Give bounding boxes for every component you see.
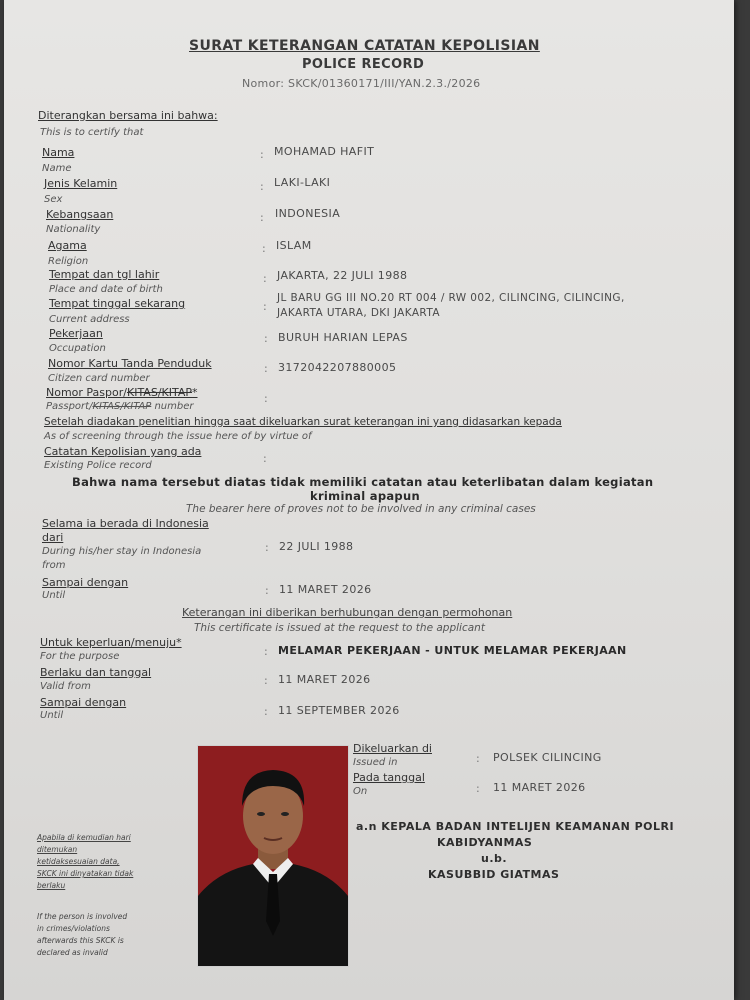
birth-label-en: Place and date of birth bbox=[49, 284, 163, 295]
document-number: Nomor: SKCK/01360171/III/YAN.2.3./2026 bbox=[242, 77, 481, 90]
existing-record-label-en: Existing Police record bbox=[44, 460, 152, 471]
issued-on-label: Pada tanggal bbox=[353, 771, 425, 784]
note-line-en: declared as invalid bbox=[37, 948, 108, 957]
purpose-value: MELAMAR PEKERJAAN - UNTUK MELAMAR PEKERJAAN bbox=[278, 644, 627, 657]
note-line: SKCK ini dinyatakan tidak bbox=[37, 869, 134, 878]
valid-until-label: Sampai dengan bbox=[40, 696, 127, 709]
sex-label: Jenis Kelamin bbox=[44, 177, 118, 190]
nationality-label: Kebangsaan bbox=[46, 208, 114, 221]
colon: : bbox=[264, 645, 268, 658]
stay-label-en: During his/her stay in Indonesia bbox=[42, 546, 202, 557]
nationality-label-en: Nationality bbox=[46, 224, 101, 235]
screening-label-en: As of screening through the issue here of by virtue of bbox=[44, 431, 312, 442]
colon: : bbox=[260, 180, 264, 193]
nik-value: 3172042207880005 bbox=[278, 361, 397, 374]
stay-from-value: 22 JULI 1988 bbox=[279, 540, 354, 553]
passport-label-en: Passport/KITAS/KITAP number bbox=[46, 401, 194, 412]
colon: : bbox=[263, 272, 267, 285]
applicant-portrait-image bbox=[198, 746, 348, 966]
signature-line4: KASUBBID GIATMAS bbox=[428, 868, 560, 881]
nik-label: Nomor Kartu Tanda Penduduk bbox=[48, 357, 212, 370]
stay-until-label-en: Until bbox=[42, 590, 66, 601]
signature-line3: u.b. bbox=[481, 852, 508, 865]
address-label-en: Current address bbox=[49, 314, 130, 325]
signature-line2: KABIDYANMAS bbox=[437, 836, 533, 849]
name-label-en: Name bbox=[42, 163, 72, 174]
note-line: berlaku bbox=[37, 881, 66, 890]
address-label: Tempat tinggal sekarang bbox=[49, 297, 186, 310]
note-line-en: If the person is involved bbox=[37, 912, 128, 921]
occupation-value: BURUH HARIAN LEPAS bbox=[278, 331, 408, 344]
valid-until-value: 11 SEPTEMBER 2026 bbox=[278, 704, 400, 717]
colon: : bbox=[264, 362, 268, 375]
note-line: ketidaksesuaian data, bbox=[37, 857, 120, 866]
issued-in-value: POLSEK CILINCING bbox=[493, 751, 602, 764]
sex-label-en: Sex bbox=[44, 194, 63, 205]
statement-en: The bearer here of proves not to be involved in any criminal cases bbox=[186, 503, 536, 515]
statement-line1: Bahwa nama tersebut diatas tidak memiliki catatan atau keterlibatan dalam kegiatan bbox=[72, 475, 654, 489]
sex-value: LAKI-LAKI bbox=[274, 176, 331, 189]
nationality-value: INDONESIA bbox=[275, 207, 341, 220]
purpose-label-en: For the purpose bbox=[40, 651, 120, 662]
nik-label-en: Citizen card number bbox=[48, 373, 150, 384]
name-value: MOHAMAD HAFIT bbox=[274, 145, 375, 158]
issued-on-value: 11 MARET 2026 bbox=[493, 781, 586, 794]
note-line: Apabila di kemudian hari bbox=[37, 833, 131, 842]
valid-from-label-en: Valid from bbox=[40, 681, 91, 692]
issued-in-label-en: Issued in bbox=[353, 757, 398, 768]
purpose-label: Untuk keperluan/menuju* bbox=[40, 636, 182, 649]
document-title: SURAT KETERANGAN CATATAN KEPOLISIAN bbox=[189, 38, 540, 54]
statement-line2: kriminal apapun bbox=[310, 489, 420, 503]
address-value-line2: JAKARTA UTARA, DKI JAKARTA bbox=[277, 307, 440, 319]
colon: : bbox=[264, 674, 268, 687]
screening-label: Setelah diadakan penelitian hingga saat dikeluarkan surat keterangan ini yang didasarkan kepada bbox=[44, 416, 562, 428]
birth-label: Tempat dan tgl lahir bbox=[49, 268, 160, 281]
colon: : bbox=[263, 300, 267, 313]
religion-value: ISLAM bbox=[276, 239, 312, 252]
colon: : bbox=[260, 211, 264, 224]
applicant-photo bbox=[197, 745, 349, 967]
stay-until-value: 11 MARET 2026 bbox=[279, 583, 372, 596]
colon: : bbox=[476, 782, 480, 795]
religion-label: Agama bbox=[48, 239, 87, 252]
address-value-line1: JL BARU GG III NO.20 RT 004 / RW 002, CILINCING, CILINCING, bbox=[277, 292, 625, 304]
stay-from-label-en: from bbox=[42, 560, 66, 571]
signature-line1: a.n KEPALA BADAN INTELIJEN KEAMANAN POLRI bbox=[356, 820, 675, 833]
valid-from-label: Berlaku dan tanggal bbox=[40, 666, 152, 679]
valid-from-value: 11 MARET 2026 bbox=[278, 673, 371, 686]
colon: : bbox=[263, 452, 267, 465]
religion-label-en: Religion bbox=[48, 256, 89, 267]
police-record-document bbox=[4, 0, 734, 1000]
colon: : bbox=[264, 332, 268, 345]
valid-until-label-en: Until bbox=[40, 710, 64, 721]
issued-on-label-en: On bbox=[353, 786, 368, 797]
birth-value: JAKARTA, 22 JULI 1988 bbox=[277, 269, 408, 282]
colon: : bbox=[260, 148, 264, 161]
existing-record-label: Catatan Kepolisian yang ada bbox=[44, 445, 202, 458]
stay-label: Selama ia berada di Indonesia bbox=[42, 517, 209, 530]
request-label-en: This certificate is issued at the request to the applicant bbox=[194, 622, 485, 634]
colon: : bbox=[265, 584, 269, 597]
document-subtitle: POLICE RECORD bbox=[302, 57, 425, 72]
note-line: ditemukan bbox=[37, 845, 78, 854]
stay-until-label: Sampai dengan bbox=[42, 576, 129, 589]
passport-label: Nomor Paspor/KITAS/KITAP* bbox=[46, 386, 198, 399]
note-line-en: in crimes/violations bbox=[37, 924, 110, 933]
colon: : bbox=[265, 541, 269, 554]
intro-label-en: This is to certify that bbox=[40, 127, 144, 138]
issued-in-label: Dikeluarkan di bbox=[353, 742, 432, 755]
colon: : bbox=[262, 242, 266, 255]
note-line-en: afterwards this SKCK is bbox=[37, 936, 124, 945]
occupation-label: Pekerjaan bbox=[49, 327, 103, 340]
request-label: Keterangan ini diberikan berhubungan dengan permohonan bbox=[182, 606, 513, 619]
occupation-label-en: Occupation bbox=[49, 343, 106, 354]
stay-from-label: dari bbox=[42, 531, 64, 544]
colon: : bbox=[264, 705, 268, 718]
colon: : bbox=[476, 752, 480, 765]
colon: : bbox=[264, 392, 268, 405]
name-label: Nama bbox=[42, 146, 75, 159]
intro-label: Diterangkan bersama ini bahwa: bbox=[38, 109, 218, 122]
